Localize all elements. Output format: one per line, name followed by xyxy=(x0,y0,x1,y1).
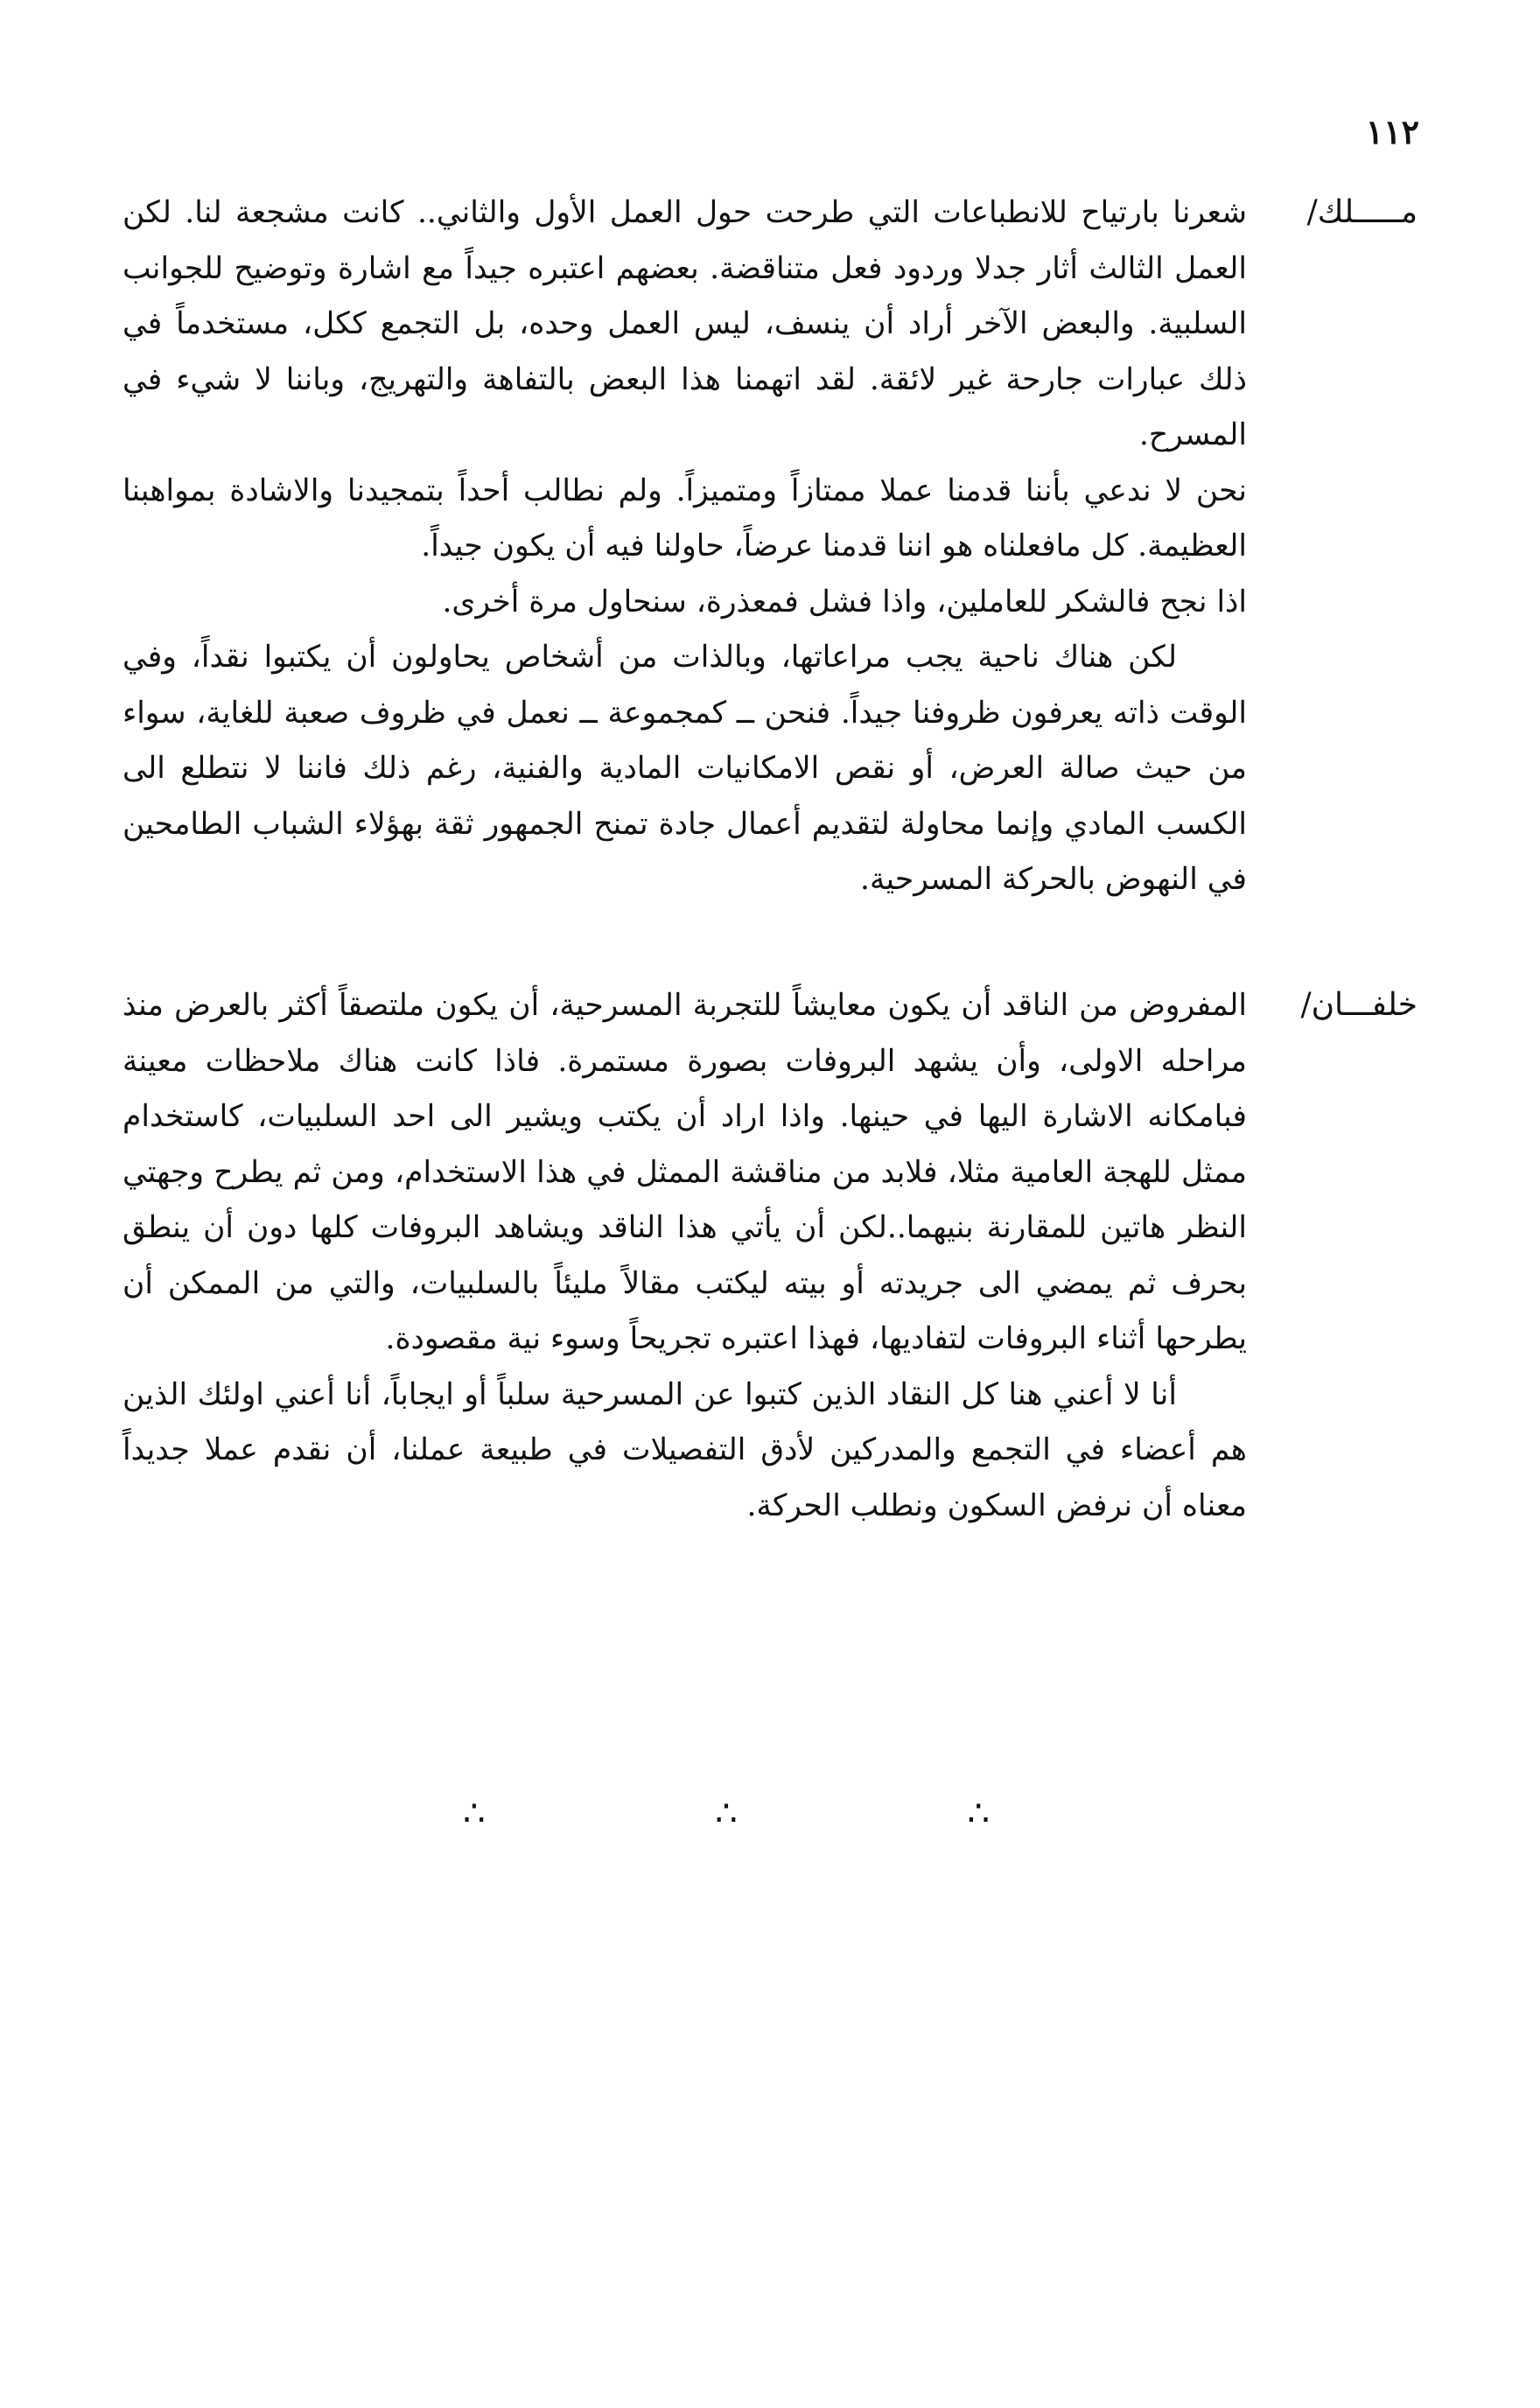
speaker-label: خلفـــان/ xyxy=(1300,987,1418,1023)
paragraph: اذا نجح فالشكر للعاملين، واذا فشل فمعذرة، سنحاول مرة أخرى. xyxy=(442,584,1247,620)
separator-mark: ∴ xyxy=(463,1794,573,1834)
separator-mark: ∴ xyxy=(715,1794,825,1834)
speech-text xyxy=(122,186,1247,908)
page-number: ١١٢ xyxy=(1365,112,1419,151)
speaker-label: مـــــلك/ xyxy=(1306,194,1418,230)
separator-mark: ∴ xyxy=(967,1794,1077,1834)
paragraph: لكن هناك ناحية يجب مراعاتها، وبالذات من أشخاص يحاولون أن يكتبوا نقداً، وفي الوقت ذاته يعرفون ظروفنا جيداً. فنحن ــ كمجموعة ــ نعمل في ظروف صعبة للغاية، سواء من حيث صالة العرض، أو نقص الامكانيات المادية والفنية، رغم ذلك فاننا لا نتطلع الى الكسب المادي وإنما محاولة لتقديم أعمال جادة تمنح الجمهور ثقة بهؤلاء الشباب الطامحين في النهوض بالحركة المسرحية. xyxy=(122,640,1247,897)
paragraph: المفروض من الناقد أن يكون معايشاً للتجربة المسرحية، أن يكون ملتصقاً أكثر بالعرض منذ مراحله الاولى، وأن يشهد البروفات بصورة مستمرة. فاذا كانت هناك ملاحظات معينة فبامكانه الاشارة اليها في حينها. واذا اراد أن يكتب ويشير الى احد السلبيات، كاستخدام ممثل للهجة العامية مثلا، فلابد من مناقشة الممثل في هذا الاستخدام، ومن ثم يطرح وجهتي النظر هاتين للمقارنة بنيهما..لكن أن يأتي هذا الناقد ويشاهد البروفات كلها دون أن ينطق بحرف ثم يمضي الى جريدته أو بيته ليكتب مقالاً مليئاً بالسلبيات، والتي من الممكن أن يطرحها أثناء البروفات لتفاديها، فهذا اعتبره تجريحاً وسوء نية مقصودة. xyxy=(122,988,1247,1356)
paragraph: شعرنا بارتياح للانطباعات التي طرحت حول العمل الأول والثاني.. كانت مشجعة لنا. لكن العمل الثالث أثار جدلا وردود فعل متناقضة. بعضهم اعتبره جيداً مع اشارة وتوضيح للجوانب السلبية. والبعض الآخر أراد أن ينسف، ليس العمل وحده، بل التجمع ككل، مستخدماً في ذلك عبارات جارحة غير لائقة. لقد اتهمنا هذا البعض بالتفاهة والتهريج، وباننا لا شيء في المسرح. xyxy=(122,195,1247,452)
section-separator xyxy=(0,1794,1540,1834)
paragraph: أنا لا أعني هنا كل النقاد الذين كتبوا عن المسرحية سلباً أو ايجاباً، أنا أعني اولئك الذين هم أعضاء في التجمع والمدركين لأدق التفصيلات في طبيعة عملنا، أن نقدم عملا جديداً معناه أن نرفض السكون ونطلب الحركة. xyxy=(122,1376,1247,1523)
speech-text xyxy=(122,978,1247,1534)
paragraph: نحن لا ندعي بأننا قدمنا عملا ممتازاً ومتميزاً. ولم نطالب أحداً بتمجيدنا والاشادة بمواهبنا العظيمة. كل مافعلناه هو اننا قدمنا عرضاً، حاولنا فيه أن يكون جيداً. xyxy=(122,472,1247,564)
